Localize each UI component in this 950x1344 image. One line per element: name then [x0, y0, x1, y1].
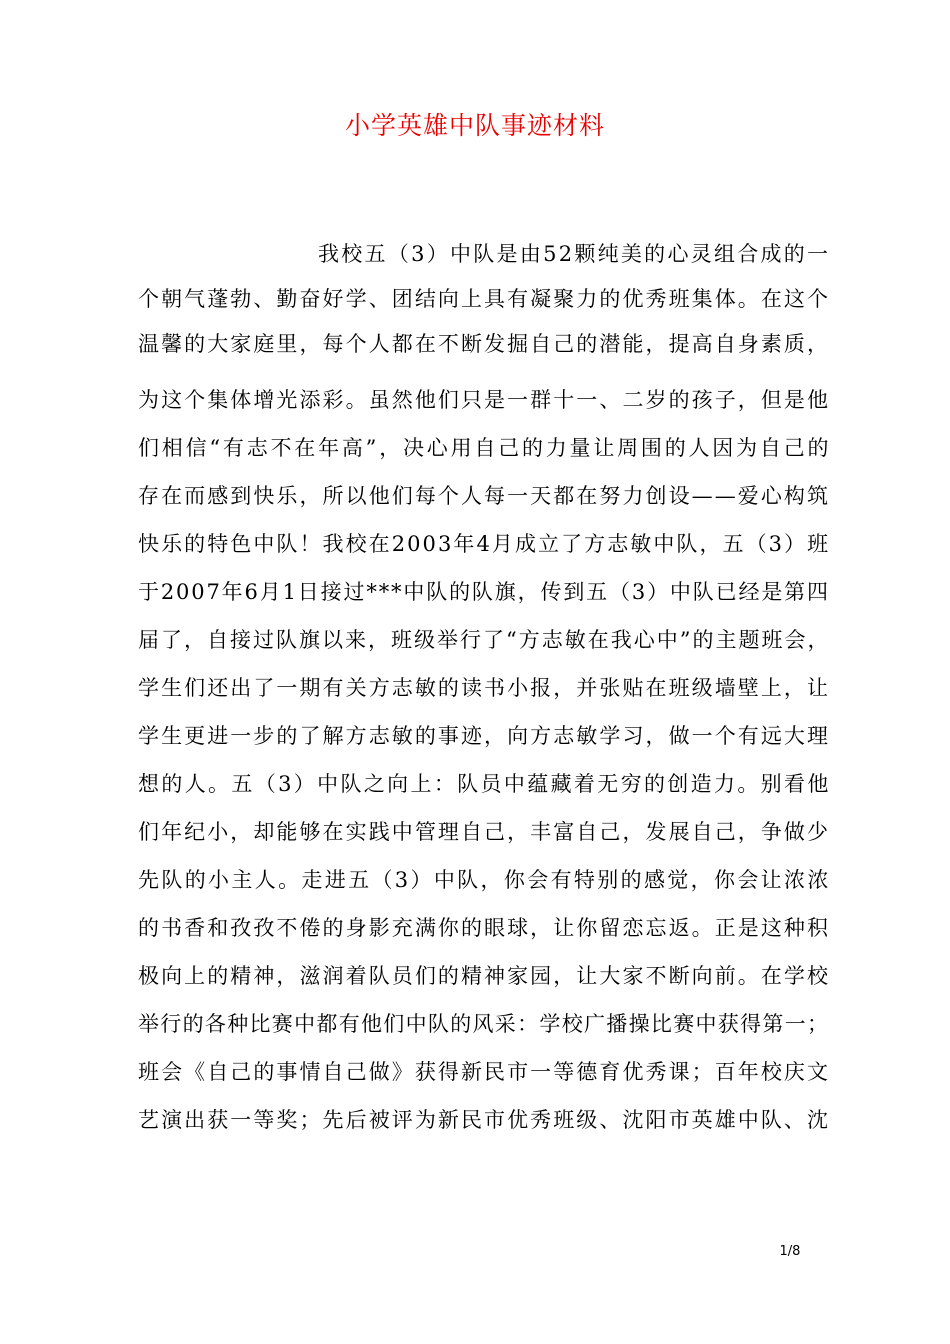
body-line: 个朝气蓬勃、勤奋好学、团结向上具有凝聚力的优秀班集体。在这个 — [138, 287, 831, 311]
page-number: 1/8 — [779, 1244, 801, 1259]
body-line: 于2007年6月1日接过***中队的队旗，传到五（3）中队已经是第四 — [138, 580, 830, 604]
body-line: 极向上的精神，滋润着队员们的精神家园，让大家不断向前。在学校 — [138, 964, 831, 988]
body-line: 为这个集体增光添彩。虽然他们只是一群十一、二岁的孩子，但是他 — [138, 388, 831, 412]
body-line: 班会《自己的事情自己做》获得新民市一等德育优秀课；百年校庆文 — [138, 1060, 831, 1084]
body-line: 存在而感到快乐，所以他们每个人每一天都在努力创设——爱心构筑 — [138, 484, 831, 508]
body-line: 我校五（3）中队是由52颗纯美的心灵组合成的一 — [318, 242, 831, 266]
body-line: 温馨的大家庭里，每个人都在不断发掘自己的潜能，提高自身素质， — [138, 332, 831, 356]
body-line: 先队的小主人。走进五（3）中队，你会有特别的感觉，你会让浓浓 — [138, 868, 831, 892]
body-line: 届了，自接过队旗以来，班级举行了“方志敏在我心中”的主题班会， — [138, 628, 831, 652]
body-line: 举行的各种比赛中都有他们中队的风采：学校广播操比赛中获得第一； — [138, 1012, 830, 1036]
body-line: 学生们还出了一期有关方志敏的读书小报，并张贴在班级墙壁上，让 — [138, 676, 831, 700]
body-line: 学生更进一步的了解方志敏的事迹，向方志敏学习，做一个有远大理 — [138, 724, 831, 748]
body-line: 的书香和孜孜不倦的身影充满你的眼球，让你留恋忘返。正是这种积 — [138, 916, 831, 940]
body-line: 艺演出获一等奖；先后被评为新民市优秀班级、沈阳市英雄中队、沈 — [138, 1108, 831, 1132]
document-title: 小学英雄中队事迹材料 — [344, 111, 605, 140]
body-line: 快乐的特色中队！我校在2003年4月成立了方志敏中队，五（3）班 — [138, 532, 831, 556]
body-line: 们年纪小，却能够在实践中管理自己，丰富自己，发展自己，争做少 — [138, 820, 831, 844]
body-line: 们相信“有志不在年高”，决心用自己的力量让周围的人因为自己的 — [138, 436, 832, 460]
body-line: 想的人。五（3）中队之向上：队员中蕴藏着无穷的创造力。别看他 — [138, 772, 831, 796]
